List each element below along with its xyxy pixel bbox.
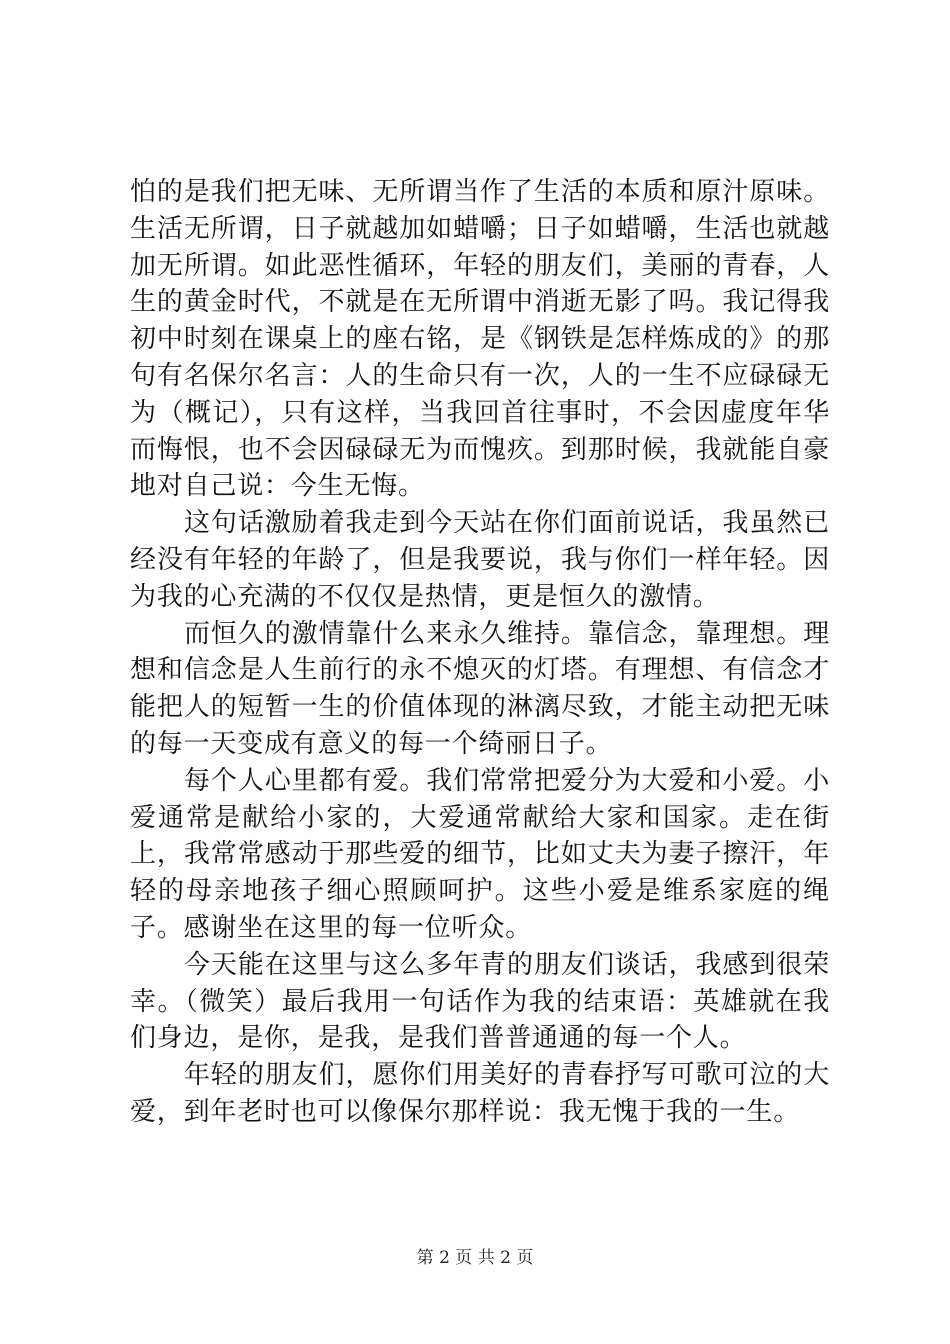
paragraph-3: 而恒久的激情靠什么来永久维持。靠信念，靠理想。理想和信念是人生前行的永不熄灭的灯塔。有理想、有信念才能把人的短暂一生的价值体现的淋漓尽致，才能主动把无味的每一天变成有意义的每一个绮丽日子。 (130, 618, 830, 759)
paragraph-2: 这句话激励着我走到今天站在你们面前说话，我虽然已经没有年轻的年龄了，但是我要说，我与你们一样年轻。因为我的心充满的不仅仅是热情，更是恒久的激情。 (130, 508, 830, 612)
paragraph-4: 每个人心里都有爱。我们常常把爱分为大爱和小爱。小爱通常是献给小家的，大爱通常献给大家和国家。走在街上，我常常感动于那些爱的细节，比如丈夫为妻子擦汗，年轻的母亲地孩子细心照顾呵护。这些小爱是维系家庭的绳子。感谢坐在这里的每一位听众。 (130, 765, 830, 943)
page-footer: 第 2 页 共 2 页 (416, 1248, 534, 1268)
document-body (130, 174, 830, 1131)
paragraph-5: 今天能在这里与这么多年青的朋友们谈话，我感到很荣幸。（微笑）最后我用一句话作为我的结束语：英雄就在我们身边，是你，是我，是我们普普通通的每一个人。 (130, 949, 830, 1054)
paragraph-1: 怕的是我们把无味、无所谓当作了生活的本质和原汁原味。生活无所谓，日子就越加如蜡嚼；日子如蜡嚼，生活也就越加无所谓。如此恶性循环，年轻的朋友们，美丽的青春，人生的黄金时代，不就是在无所谓中消逝无影了吗。我记得我初中时刻在课桌上的座右铭，是《钢铁是怎样炼成的》的那句有名保尔名言：人的生命只有一次，人的一生不应碌碌无为（概记），只有这样，当我回首往事时，不会因虚度年华而悔恨，也不会因碌碌无为而愧疚。到那时候，我就能自豪地对自己说：今生无悔。 (130, 177, 830, 502)
paragraph-6: 年轻的朋友们，愿你们用美好的青春抒写可歌可泣的大爱，到年老时也可以像保尔那样说：我无愧于我的一生。 (130, 1060, 830, 1127)
